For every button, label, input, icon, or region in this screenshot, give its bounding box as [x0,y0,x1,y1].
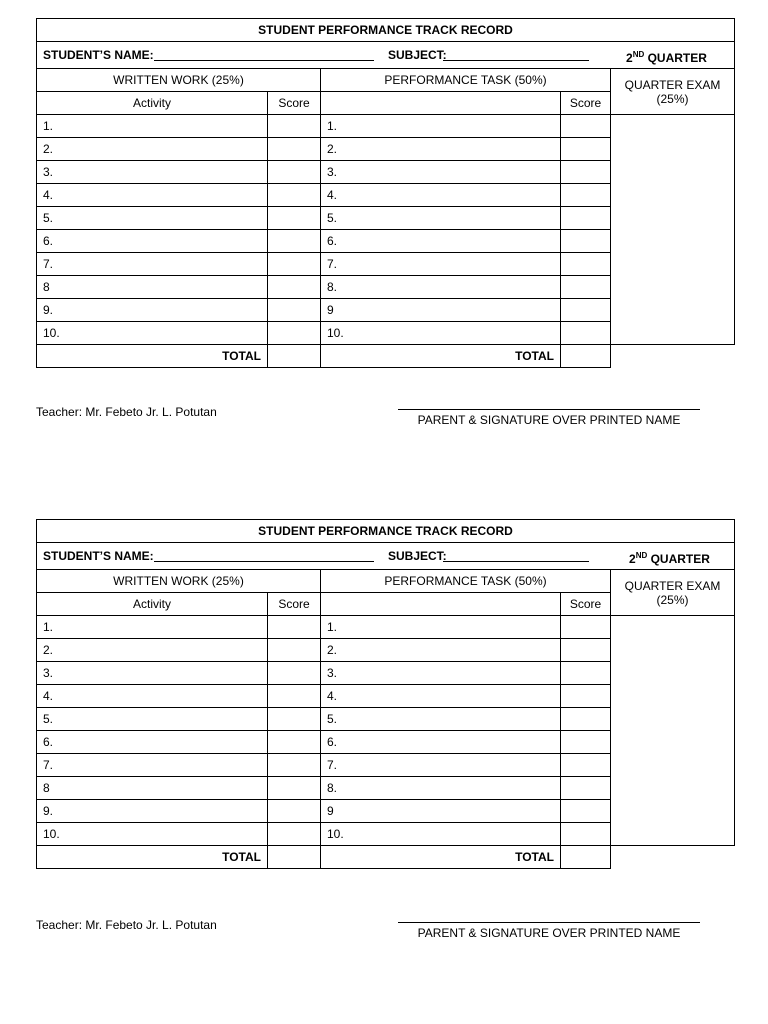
performance-score-cell[interactable] [561,777,611,800]
performance-score-cell[interactable] [561,207,611,230]
quarter-exam-header: QUARTER EXAM (25%) [611,570,735,616]
written-score-cell[interactable] [268,731,321,754]
written-score-cell[interactable] [268,685,321,708]
empty-cell [611,345,735,368]
written-score-cell[interactable] [268,230,321,253]
parent-signature-label: PARENT & SIGNATURE OVER PRINTED NAME [417,926,681,940]
score-header: Score [268,593,321,616]
written-score-cell[interactable] [268,184,321,207]
performance-score-cell[interactable] [561,662,611,685]
written-activity-cell: 1. [37,616,268,639]
performance-score-cell[interactable] [561,754,611,777]
table-row [37,616,735,639]
written-activity-cell: 3. [37,662,268,685]
performance-activity-cell: 5. [321,708,561,731]
table-row [37,115,735,138]
performance-activity-cell: 7. [321,754,561,777]
written-score-cell[interactable] [268,115,321,138]
quarter-label: 2ND QUARTER [629,551,710,566]
track-record-form-1 [36,18,734,368]
signature-line[interactable] [398,922,700,923]
performance-activity-cell: 4. [321,184,561,207]
performance-total-cell[interactable] [561,345,611,368]
written-total-cell[interactable] [268,345,321,368]
performance-score-cell[interactable] [561,276,611,299]
signature-line[interactable] [398,409,700,410]
written-total-label: TOTAL [37,345,268,368]
performance-activity-cell: 9 [321,800,561,823]
written-score-cell[interactable] [268,299,321,322]
student-name-label: STUDENT’S NAME: [43,549,154,563]
performance-activity-cell: 9 [321,299,561,322]
subject-label: SUBJECT: [388,48,447,62]
performance-score-cell[interactable] [561,685,611,708]
performance-activity-cell: 8. [321,276,561,299]
form-title: STUDENT PERFORMANCE TRACK RECORD [37,19,735,42]
written-activity-cell: 4. [37,184,268,207]
performance-score-cell[interactable] [561,299,611,322]
score-header: Score [561,92,611,115]
total-row [37,846,735,869]
performance-total-label: TOTAL [321,846,561,869]
performance-activity-cell: 4. [321,685,561,708]
written-work-header: WRITTEN WORK (25%) [37,69,321,92]
score-header: Score [268,92,321,115]
student-name-label: STUDENT’S NAME: [43,48,154,62]
form-title: STUDENT PERFORMANCE TRACK RECORD [37,520,735,543]
info-row [37,42,735,69]
written-activity-cell: 9. [37,800,268,823]
performance-activity-cell: 10. [321,823,561,846]
written-score-cell[interactable] [268,823,321,846]
performance-score-cell[interactable] [561,639,611,662]
performance-activity-cell: 1. [321,115,561,138]
performance-activity-cell: 2. [321,639,561,662]
written-score-cell[interactable] [268,253,321,276]
quarter-label: 2ND QUARTER [626,50,707,65]
quarter-exam-score-cell[interactable] [611,616,735,846]
performance-activity-cell: 10. [321,322,561,345]
written-activity-cell: 10. [37,322,268,345]
performance-score-cell[interactable] [561,731,611,754]
performance-activity-cell: 7. [321,253,561,276]
performance-activity-cell: 5. [321,207,561,230]
performance-activity-cell: 3. [321,161,561,184]
info-row [37,543,735,570]
subject-field[interactable] [443,549,589,562]
quarter-exam-score-cell[interactable] [611,115,735,345]
score-header: Score [561,593,611,616]
written-score-cell[interactable] [268,662,321,685]
performance-score-cell[interactable] [561,161,611,184]
performance-activity-cell: 1. [321,616,561,639]
student-name-field[interactable] [154,549,374,562]
total-row [37,345,735,368]
written-score-cell[interactable] [268,708,321,731]
written-total-label: TOTAL [37,846,268,869]
written-score-cell[interactable] [268,800,321,823]
written-score-cell[interactable] [268,276,321,299]
written-activity-cell: 6. [37,731,268,754]
quarter-exam-header: QUARTER EXAM (25%) [611,69,735,115]
activity-header: Activity [37,92,268,115]
performance-total-label: TOTAL [321,345,561,368]
written-score-cell[interactable] [268,138,321,161]
track-record-form-2 [36,519,734,869]
performance-score-cell[interactable] [561,322,611,345]
performance-score-cell[interactable] [561,115,611,138]
written-activity-cell: 4. [37,685,268,708]
subject-label: SUBJECT: [388,549,447,563]
activity-header: Activity [37,593,268,616]
performance-score-cell[interactable] [561,616,611,639]
written-work-header: WRITTEN WORK (25%) [37,570,321,593]
written-score-cell[interactable] [268,207,321,230]
written-activity-cell: 2. [37,639,268,662]
performance-activity-cell: 6. [321,731,561,754]
performance-activity-cell: 3. [321,662,561,685]
written-score-cell[interactable] [268,777,321,800]
written-score-cell[interactable] [268,639,321,662]
written-activity-cell: 5. [37,708,268,731]
performance-activity-header [321,92,561,115]
performance-score-cell[interactable] [561,708,611,731]
written-activity-cell: 7. [37,754,268,777]
student-name-field[interactable] [154,48,374,61]
performance-score-cell[interactable] [561,184,611,207]
performance-activity-cell: 6. [321,230,561,253]
performance-score-cell[interactable] [561,230,611,253]
written-score-cell[interactable] [268,161,321,184]
written-activity-cell: 8 [37,777,268,800]
performance-score-cell[interactable] [561,823,611,846]
written-activity-cell: 6. [37,230,268,253]
subject-field[interactable] [443,48,589,61]
written-activity-cell: 5. [37,207,268,230]
performance-score-cell[interactable] [561,253,611,276]
performance-activity-cell: 8. [321,777,561,800]
written-activity-cell: 10. [37,823,268,846]
written-activity-cell: 8 [37,276,268,299]
written-activity-cell: 9. [37,299,268,322]
performance-total-cell[interactable] [561,846,611,869]
written-activity-cell: 1. [37,115,268,138]
performance-score-cell[interactable] [561,138,611,161]
written-activity-cell: 3. [37,161,268,184]
written-activity-cell: 7. [37,253,268,276]
performance-task-header: PERFORMANCE TASK (50%) [321,69,611,92]
performance-task-header: PERFORMANCE TASK (50%) [321,570,611,593]
performance-activity-header [321,593,561,616]
teacher-name: Teacher: Mr. Febeto Jr. L. Potutan [36,918,217,932]
written-score-cell[interactable] [268,616,321,639]
written-total-cell[interactable] [268,846,321,869]
track-record-table [36,18,735,368]
teacher-name: Teacher: Mr. Febeto Jr. L. Potutan [36,405,217,419]
parent-signature-label: PARENT & SIGNATURE OVER PRINTED NAME [417,413,681,427]
empty-cell [611,846,735,869]
performance-score-cell[interactable] [561,800,611,823]
track-record-table [36,519,735,869]
written-score-cell[interactable] [268,322,321,345]
written-score-cell[interactable] [268,754,321,777]
performance-activity-cell: 2. [321,138,561,161]
written-activity-cell: 2. [37,138,268,161]
